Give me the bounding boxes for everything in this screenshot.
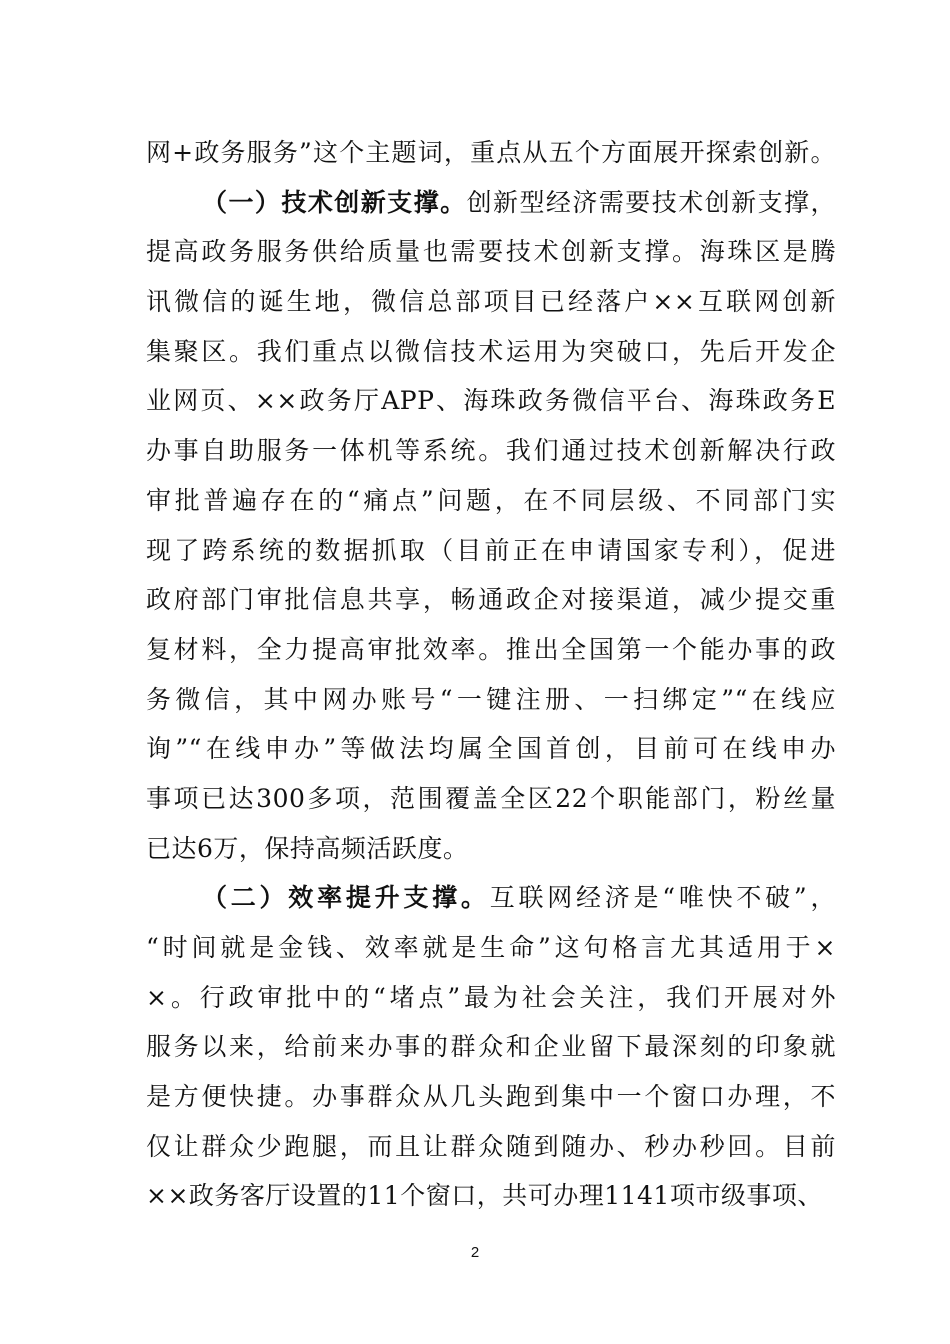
section-heading: （二）效率提升支撑。 bbox=[202, 883, 490, 913]
text-line: 务微信，其中网办账号“一键注册、一扫绑定”“在线应 bbox=[146, 684, 836, 714]
text-line: 事项已达300多项，范围覆盖全区22个职能部门，粉丝量 bbox=[146, 783, 836, 813]
text-line: 询”“在线申办”等做法均属全国首创，目前可在线申办 bbox=[146, 734, 836, 764]
text-line: 办事自助服务一体机等系统。我们通过技术创新解决行政 bbox=[146, 436, 836, 466]
text-line: 是方便快捷。办事群众从几头跑到集中一个窗口办理，不 bbox=[146, 1082, 836, 1112]
text-line: 已达6万，保持高频活跃度。 bbox=[146, 833, 469, 863]
text-line: 审批普遍存在的“痛点”问题，在不同层级、不同部门实 bbox=[146, 485, 836, 515]
text-line: 提高政务服务供给质量也需要技术创新支撑。海珠区是腾 bbox=[146, 237, 836, 267]
text-line: 复材料，全力提高审批效率。推出全国第一个能办事的政 bbox=[146, 634, 836, 664]
text-line: 政府部门审批信息共享，畅通政企对接渠道，减少提交重 bbox=[146, 585, 836, 615]
section-heading-line bbox=[146, 873, 836, 923]
text-line: ×。行政审批中的“堵点”最为社会关注，我们开展对外 bbox=[146, 982, 836, 1012]
text-line: 网+政务服务”这个主题词，重点从五个方面展开探索创新。 bbox=[146, 138, 836, 167]
section-heading-line bbox=[146, 178, 836, 228]
text-line: ××政务客厅设置的11个窗口，共可办理1141项市级事项、 bbox=[146, 1181, 823, 1211]
text-line: 业网页、××政务厅APP、海珠政务微信平台、海珠政务E bbox=[146, 386, 836, 416]
text-line: 仅让群众少跑腿，而且让群众随到随办、秒办秒回。目前 bbox=[146, 1131, 836, 1161]
section-lead-text: 创新型经济需要技术创新支撑， bbox=[466, 187, 836, 217]
text-line: 服务以来，给前来办事的群众和企业留下最深刻的印象就 bbox=[146, 1032, 836, 1062]
page-number: 2 bbox=[470, 1244, 480, 1261]
section-lead-text: 互联网经济是“唯快不破”， bbox=[489, 883, 836, 913]
text-line: 现了跨系统的数据抓取（目前正在申请国家专利），促进 bbox=[146, 535, 836, 565]
section-heading: （一）技术创新支撑。 bbox=[202, 187, 467, 217]
text-line: 讯微信的诞生地，微信总部项目已经落户××互联网创新 bbox=[146, 287, 836, 317]
text-line: “时间就是金钱、效率就是生命”这句格言尤其适用于× bbox=[146, 933, 836, 962]
text-line: 集聚区。我们重点以微信技术运用为突破口，先后开发企 bbox=[146, 336, 836, 366]
body-text bbox=[146, 128, 836, 1221]
